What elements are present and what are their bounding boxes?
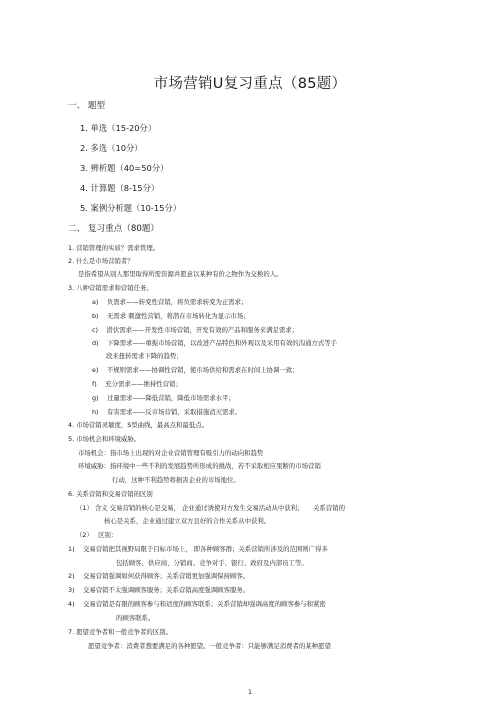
review-line: （2） 区别：: [76, 531, 118, 539]
review-line: 2) 交易营销强调如何获得顾客；关系营销更加强调保持顾客。: [68, 572, 250, 580]
review-line: 是指希望从别人那里取得所需资源并愿意以某种有价之物作为交换的人。: [78, 270, 283, 278]
review-line: 7. 愿望竞争者和一般竞争者的区别。: [68, 628, 172, 636]
review-line: 2. 什么是市场营销者？: [68, 257, 134, 265]
question-type-item: 3. 辨析题（40=50分）: [80, 163, 169, 173]
review-line: h) 有害需求——反市场营销，采取措施消灭需求。: [92, 408, 242, 416]
review-line: c) 潜伏需求——开发性市场营销，开发有效的产品和服务来满足需求；: [92, 326, 299, 334]
review-line: （1） 含义 交易营销的核心是交易， 企业通过诱使对方发生交易活动从中获利； 关系营销的: [76, 504, 345, 512]
review-line: 行动，这种不利趋势将损害企业的市场地位。: [112, 476, 240, 484]
review-line: 1. 营销管理的实质？需求管理。: [68, 244, 160, 252]
review-line: 3) 交易营销不太强调顾客服务；关系营销高度强调顾客服务。: [68, 586, 250, 594]
review-line: 3. 八种营销需求和营销任务。: [68, 284, 153, 292]
review-line: g) 过量需求——降低营销，降低市场需求水平；: [92, 394, 235, 402]
review-line: 包括顾客、供应商、分销商、竞争对手、银行、政府及内部员工等。: [116, 559, 308, 567]
review-line: 核心是关系，企业通过建立双方良好的合作关系从中获利。: [104, 517, 271, 525]
review-line: 的顾客联系。: [116, 614, 155, 622]
document-title: 市场营销U复习重点（85题）: [153, 76, 347, 92]
review-line: 4. 市场营销灵敏度，S型曲线，最高点和最低点。: [68, 421, 208, 429]
section-heading-question-types: 一、 题型: [68, 101, 106, 111]
section-heading-review-points: 二、 复习重点（80题）: [68, 224, 160, 234]
question-type-item: 2. 多选（10分）: [80, 143, 143, 153]
page-number: 1: [247, 688, 253, 696]
question-type-item: 1. 单选（15-20分）: [80, 123, 157, 133]
review-line: 4) 交易营销是有限的顾客参与和适度的顾客联系；关系营销却强调高度的顾客参与和紧密: [68, 600, 326, 608]
review-line: 市场机会：指市场上出现的对企业营销管理有吸引力的动向和趋势: [78, 449, 264, 457]
review-line: b) 无需求 刺激性营销，将潜在市场转化为显示市场；: [92, 312, 250, 320]
review-line: 段来扭转需求下降的趋势；: [106, 352, 183, 360]
review-line: 6. 关系营销和交易营销的区别: [68, 490, 153, 498]
review-line: e) 不规则需求——协调性营销，使市场供给和需求在时间上协调一致；: [92, 366, 299, 374]
review-line: 1) 交易营销把其视野局限于目标市场上， 即各种顾客群；关系营销所涉及的范围则广得多: [68, 545, 328, 553]
review-line: 环境威胁：指环境中一些不利的发展趋势所形成的挑战，若不采取相应果断的市场营销: [78, 462, 321, 470]
review-line: 愿望竞争者：消费者想要满足的各种愿望。一般竞争者：只能够满足消费者的某种愿望: [88, 642, 331, 650]
question-type-item: 5. 案例分析题（10-15分）: [80, 203, 182, 213]
review-line: d) 下降需求——重振市场营销，以改进产品特色和外观以及采用有效的沟通方式等手: [92, 339, 338, 347]
review-line: f) 充分需求——维持性营销；: [92, 380, 182, 388]
review-line: a) 负需求——转变性营销，将负需求转变为正需求；: [92, 298, 248, 306]
review-line: 5. 市场机会和环境威胁。: [68, 435, 141, 443]
question-type-item: 4. 计算题（8-15分）: [80, 183, 160, 193]
